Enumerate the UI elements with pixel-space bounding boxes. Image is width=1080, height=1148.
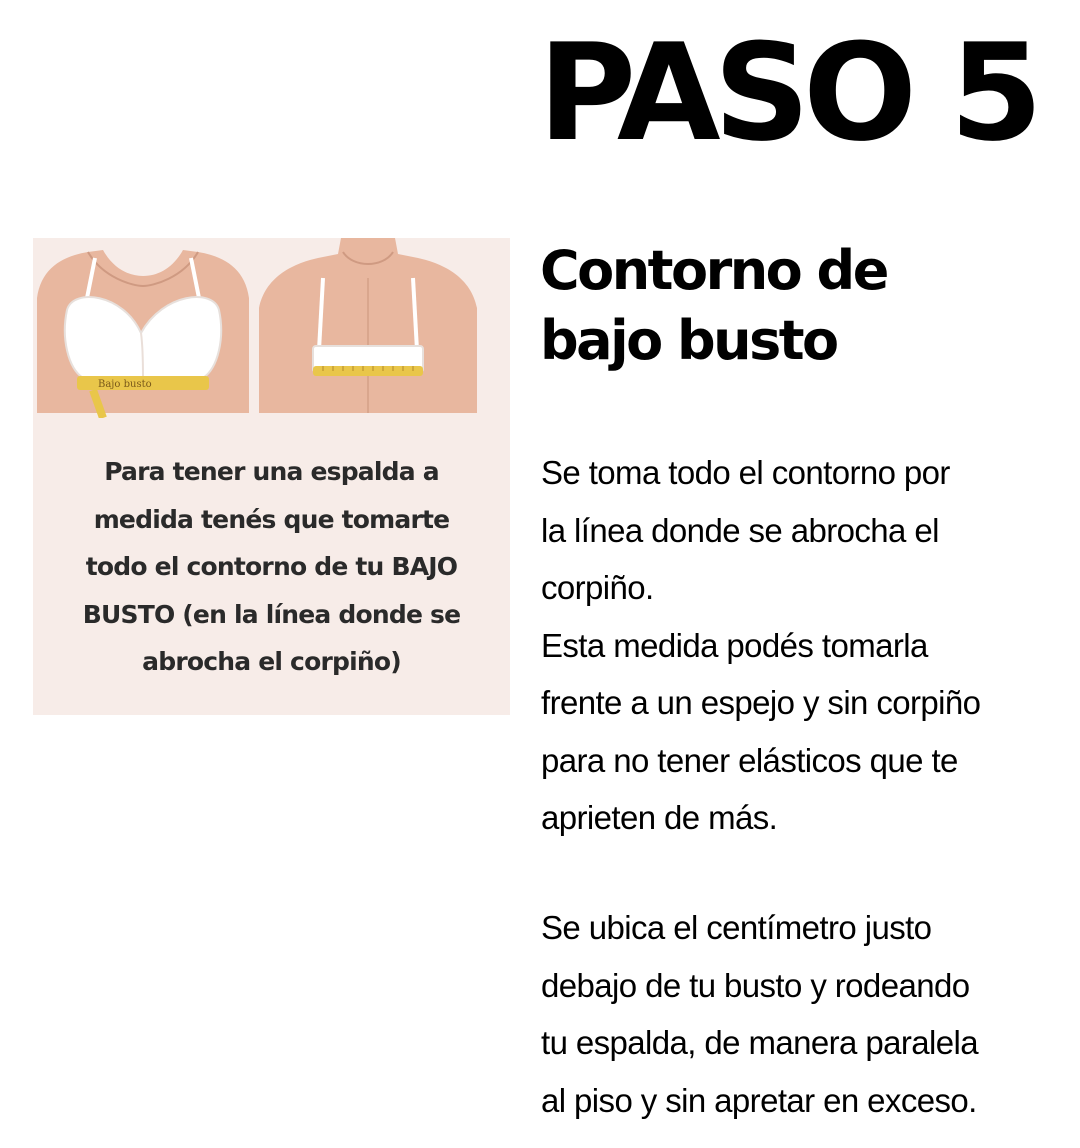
- step-title: PASO 5: [538, 15, 1036, 171]
- illustration-caption: [33, 448, 510, 686]
- front-torso: [37, 250, 249, 418]
- back-torso: [259, 238, 477, 413]
- measurement-illustration: [33, 238, 510, 715]
- paragraph-line: Esta medida podés tomarla: [541, 626, 928, 664]
- paragraph-line: debajo de tu busto y rodeando: [541, 966, 970, 1004]
- paragraph-line: corpiño.: [541, 569, 654, 606]
- instructions-paragraph-1: [541, 444, 1071, 847]
- caption-line: todo el contorno de tu BAJO: [85, 552, 458, 581]
- instructions-paragraph-2: [541, 899, 1071, 1129]
- paragraph-line: para no tener elásticos que te: [541, 741, 958, 779]
- underbust-diagram: [33, 238, 510, 418]
- section-title-line: bajo busto: [540, 309, 837, 372]
- section-title: [540, 236, 1060, 376]
- paragraph-line: al piso y sin apretar en exceso.: [541, 1081, 977, 1119]
- paragraph-line: la línea donde se abrocha el: [541, 511, 939, 549]
- paragraph-line: tu espalda, de manera paralela: [541, 1024, 978, 1061]
- paragraph-line: Se ubica el centímetro justo: [541, 909, 932, 946]
- caption-line: medida tenés que tomarte: [93, 504, 450, 534]
- caption-line: BUSTO (en la línea donde se: [82, 599, 461, 629]
- paragraph-line: Se toma todo el contorno por: [541, 454, 950, 491]
- section-title-line: Contorno de: [540, 239, 887, 302]
- caption-line: abrocha el corpiño): [142, 647, 401, 676]
- paragraph-line: aprieten de más.: [541, 799, 778, 836]
- caption-line: Para tener una espalda a: [104, 457, 439, 486]
- paragraph-line: frente a un espejo y sin corpiño: [541, 684, 981, 721]
- tape-label: Bajo busto: [98, 379, 152, 390]
